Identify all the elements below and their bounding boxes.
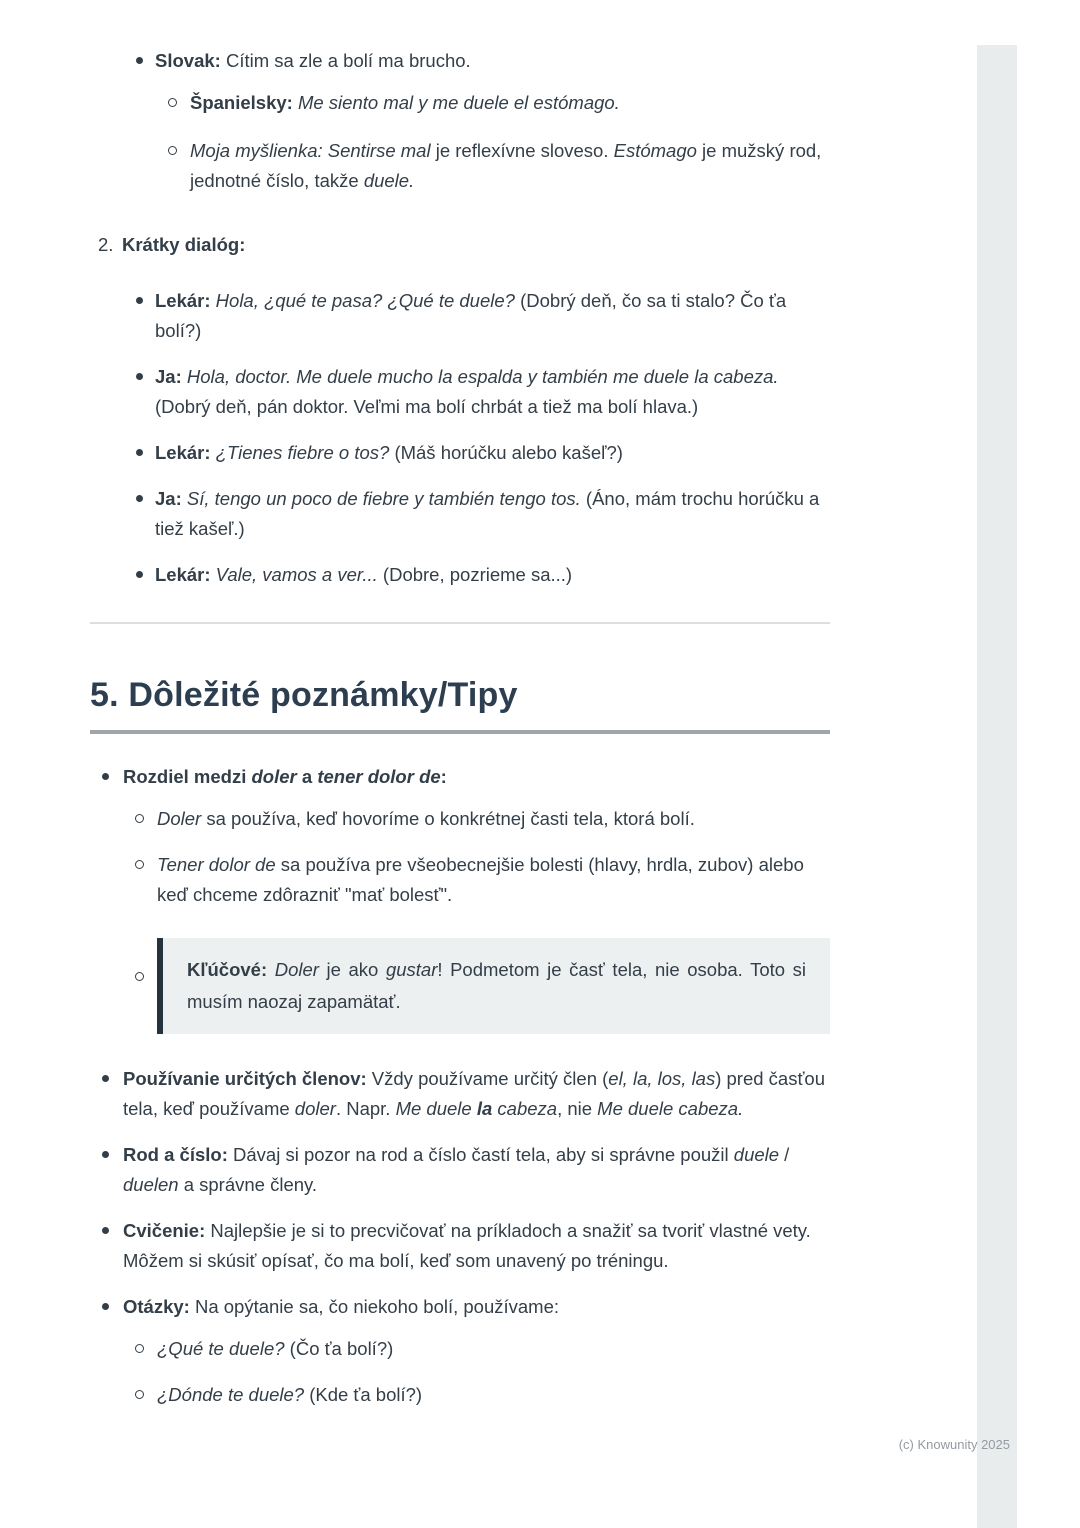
- bullet-dot-icon: [102, 1303, 109, 1310]
- list-item: [90, 1216, 830, 1276]
- list-item: [90, 362, 830, 422]
- list-item: [90, 46, 830, 76]
- bullet-dot-icon: [136, 373, 143, 380]
- list-item-text: Tener dolor de sa používa pre všeobecnejšie bolesti (hlavy, hrdla, zubov) alebo keď chceme zdôrazniť "mať bolesť".: [157, 854, 804, 905]
- bullet-dot-icon: [102, 1151, 109, 1158]
- list-item: [90, 88, 830, 118]
- bullet-dot-icon: [136, 57, 143, 64]
- list-item-text: Používanie určitých členov: Vždy používame určitý člen (el, la, los, las) pred časťou tela, keď používame doler. Napr. Me duele la cabeza, nie Me duele cabeza.: [123, 1068, 825, 1119]
- list-item: [90, 1334, 830, 1364]
- callout-text: Kľúčové: Doler je ako gustar! Podmetom je časť tela, nie osoba. Toto si musím naozaj zapamätať.: [187, 959, 806, 1012]
- list-item-text: ¿Dónde te duele? (Kde ťa bolí?): [157, 1384, 423, 1405]
- example-list: [90, 46, 830, 196]
- dialog-line: Lekár: Hola, ¿qué te pasa? ¿Qué te duele? (Dobrý deň, čo sa ti stalo? Čo ťa bolí?): [155, 290, 787, 341]
- bullet-dot-icon: [102, 773, 109, 780]
- list-item: [90, 286, 830, 346]
- list-item: [90, 560, 830, 590]
- scrollbar-track[interactable]: [977, 45, 1017, 1528]
- bullet-dot-icon: [136, 571, 143, 578]
- copyright-notice: (c) Knowunity 2025: [898, 1437, 1010, 1452]
- section-heading: 5. Dôležité poznámky/Tipy: [90, 676, 518, 714]
- key-note-callout: [157, 938, 830, 1034]
- list-item: [90, 850, 830, 910]
- bullet-dot-icon: [102, 1227, 109, 1234]
- document-content: [90, 46, 830, 1410]
- list-item: [90, 1140, 830, 1200]
- list-item: [90, 438, 830, 468]
- heading-underline: [90, 730, 830, 734]
- list-item: [90, 762, 830, 792]
- dialog-line: Lekár: ¿Tienes fiebre o tos? (Máš horúčku alebo kašeľ?): [155, 442, 623, 463]
- dialog-line: Ja: Sí, tengo un poco de fiebre y también tengo tos. (Áno, mám trochu horúčku a tiež kašeľ.): [155, 488, 820, 539]
- list-item: [90, 938, 830, 1034]
- list-item: [90, 1292, 830, 1322]
- list-item-text: Otázky: Na opýtanie sa, čo niekoho bolí, používame:: [123, 1296, 560, 1317]
- list-item-text: Moja myšlienka: Sentirse mal je reflexívne sloveso. Estómago je mužský rod, jednotné číslo, takže duele.: [190, 140, 822, 191]
- bullet-dot-icon: [136, 495, 143, 502]
- bullet-dot-icon: [102, 1075, 109, 1082]
- section-divider: [90, 622, 830, 624]
- dialog-line: Lekár: Vale, vamos a ver... (Dobre, pozrieme sa...): [155, 564, 573, 585]
- list-item: [90, 1064, 830, 1124]
- bullet-dot-icon: [136, 449, 143, 456]
- list-item-text: Rozdiel medzi doler a tener dolor de:: [123, 766, 447, 787]
- numbered-item: [90, 230, 830, 260]
- tips-list: [90, 762, 830, 1410]
- list-item-text: Slovak: Cítim sa zle a bolí ma brucho.: [155, 50, 471, 71]
- dialog-list: [90, 286, 830, 590]
- dialog-line: Ja: Hola, doctor. Me duele mucho la espalda y también me duele la cabeza. (Dobrý deň, pán doktor. Veľmi ma bolí chrbát a tiež ma bolí hlava.): [155, 366, 779, 417]
- list-item: [90, 1380, 830, 1410]
- list-item-text: Cvičenie: Najlepšie je si to precvičovať na príkladoch a snažiť sa tvoriť vlastné vety. Môžem si skúsiť opísať, čo ma bolí, keď som unavený po tréningu.: [123, 1220, 811, 1271]
- bullet-circle-icon: [135, 972, 144, 981]
- bullet-circle-icon: [135, 860, 144, 869]
- list-item: [90, 804, 830, 834]
- numbered-item-title: Krátky dialóg:: [122, 234, 246, 255]
- bullet-circle-icon: [135, 814, 144, 823]
- bullet-circle-icon: [168, 146, 177, 155]
- list-item-text: ¿Qué te duele? (Čo ťa bolí?): [157, 1338, 394, 1359]
- list-item: [90, 484, 830, 544]
- list-item-text: Rod a číslo: Dávaj si pozor na rod a číslo častí tela, aby si správne použil duele / duelen a správne členy.: [123, 1144, 790, 1195]
- bullet-circle-icon: [135, 1390, 144, 1399]
- bullet-circle-icon: [135, 1344, 144, 1353]
- list-item: [90, 136, 830, 196]
- bullet-circle-icon: [168, 98, 177, 107]
- list-item-text: Španielsky: Me siento mal y me duele el estómago.: [190, 92, 620, 113]
- list-number: 2.: [98, 234, 114, 255]
- list-item-text: Doler sa používa, keď hovoríme o konkrétnej časti tela, ktorá bolí.: [157, 808, 695, 829]
- bullet-dot-icon: [136, 297, 143, 304]
